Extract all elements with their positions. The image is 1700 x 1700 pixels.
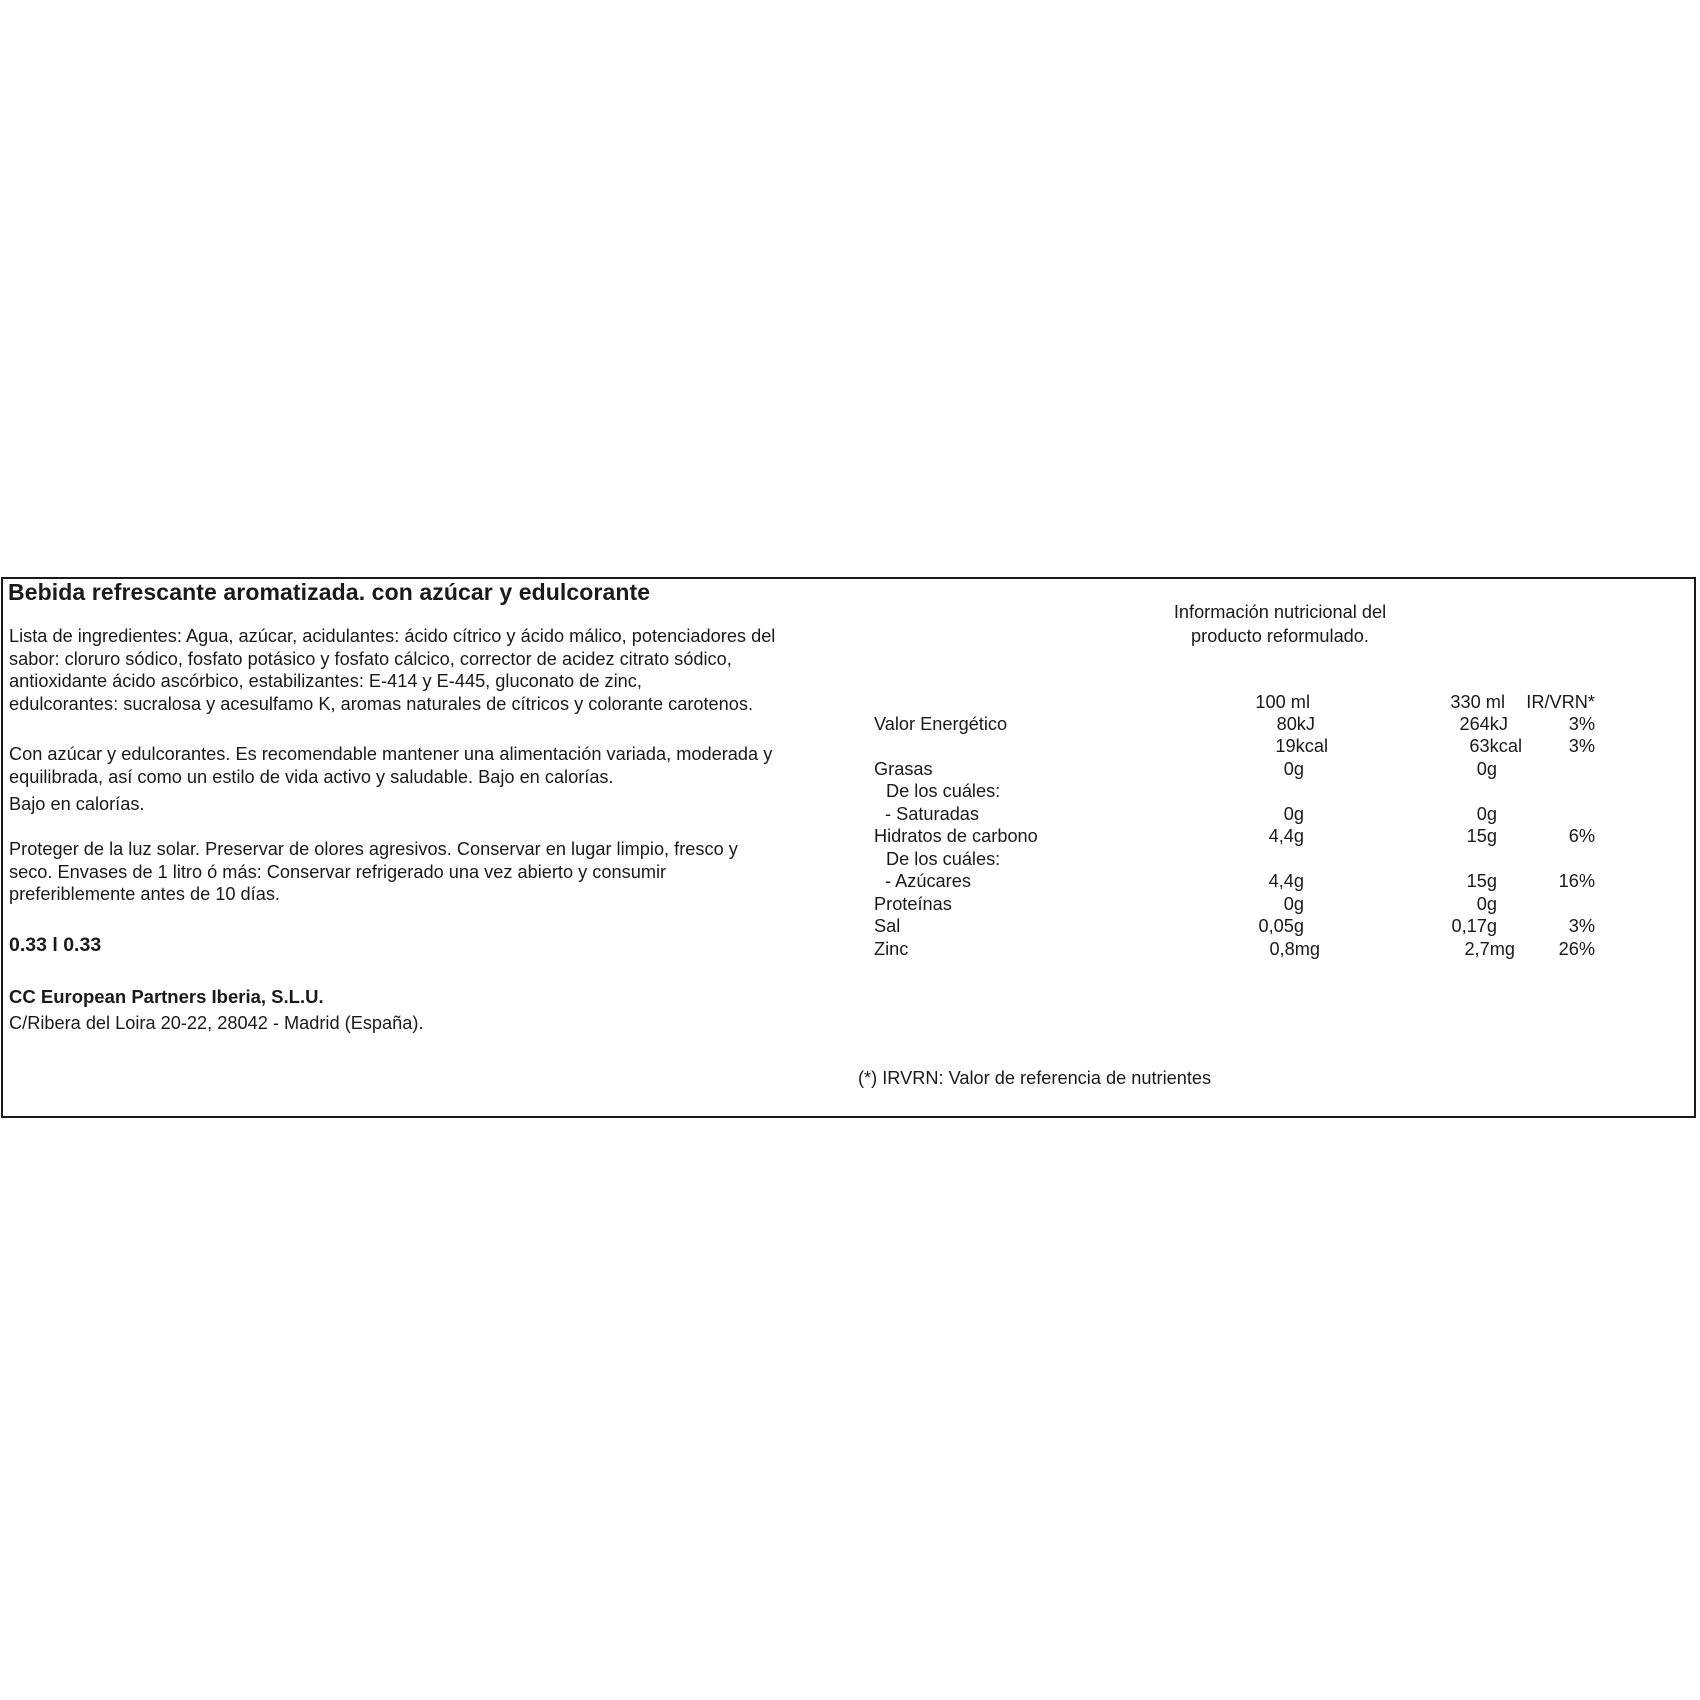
nutrient-value-ir: 3% (1568, 714, 1595, 734)
nutrient-value-ir: 16% (1558, 871, 1595, 891)
column-header-100ml: 100 ml (1255, 692, 1310, 712)
nutrient-value-ir: 6% (1568, 826, 1595, 846)
product-title: Bebida refrescante aromatizada. con azúcar y edulcorante (8, 579, 651, 605)
nutrient-label: - Azúcares (885, 871, 971, 891)
nutrient-value-330ml: 15g (1466, 826, 1497, 846)
nutrient-value-ir: 26% (1558, 939, 1595, 959)
advisory-line: Con azúcar y edulcorantes. Es recomendable mantener una alimentación variada, moderada y (9, 744, 773, 764)
nutrient-label: Proteínas (874, 894, 952, 914)
nutrient-value-100ml: 0,05g (1258, 916, 1304, 936)
nutrition-heading-line: producto reformulado. (1191, 626, 1369, 646)
nutrient-value-100ml: 0,8mg (1269, 939, 1320, 959)
nutrient-value-330ml: 264kJ (1459, 714, 1508, 734)
nutrient-value-ir: 3% (1568, 916, 1595, 936)
ingredients-line: Lista de ingredientes: Agua, azúcar, acidulantes: ácido cítrico y ácido málico, potenciadores del (9, 626, 776, 646)
column-header-ir: IR/VRN* (1526, 692, 1595, 712)
nutrient-label: Grasas (874, 759, 933, 779)
ingredients-line: sabor: cloruro sódico, fosfato potásico y fosfato cálcico, corrector de acidez citrato sódico, (9, 648, 732, 669)
ingredients-line: antioxidante ácido ascórbico, estabilizantes: E-414 y E-445, gluconato de zinc, (9, 671, 642, 691)
nutrient-value-330ml: 0,17g (1451, 916, 1497, 936)
nutrient-value-330ml: 0g (1476, 759, 1497, 779)
ingredients-line: edulcorantes: sucralosa y acesulfamo K, aromas naturales de cítricos y colorante carotenos. (9, 693, 754, 714)
company-name: CC European Partners Iberia, S.L.U. (9, 986, 324, 1007)
storage-line: Proteger de la luz solar. Preservar de olores agresivos. Conservar en lugar limpio, fresco y (9, 839, 738, 859)
nutrient-value-330ml: 15g (1466, 871, 1497, 891)
column-header-330ml: 330 ml (1450, 692, 1505, 712)
nutrient-label: Sal (874, 916, 901, 936)
nutrient-value-ir: 3% (1568, 736, 1595, 756)
storage-line: preferiblemente antes de 10 días. (9, 884, 280, 904)
nutrient-value-100ml: 80kJ (1276, 714, 1315, 734)
volume-text: 0.33 l 0.33 (9, 934, 102, 956)
nutrient-label: Zinc (874, 939, 909, 959)
nutrient-value-100ml: 4,4g (1268, 871, 1304, 891)
nutrient-sublabel: De los cuáles: (886, 781, 1001, 801)
storage-line: seco. Envases de 1 litro ó más: Conservar refrigerado una vez abierto y consumir (9, 861, 667, 882)
nutrient-value-330ml: 2,7mg (1464, 939, 1515, 959)
nutrient-label: - Saturadas (885, 804, 980, 824)
nutrient-value-330ml: 0g (1476, 804, 1497, 824)
nutrient-value-100ml: 19kcal (1275, 736, 1328, 756)
advisory-line: equilibrada, así como un estilo de vida activo y saludable. Bajo en calorías. (9, 766, 614, 787)
nutrient-value-100ml: 0g (1283, 759, 1304, 779)
nutrient-value-330ml: 63kcal (1469, 736, 1522, 756)
nutrient-value-100ml: 0g (1283, 894, 1304, 914)
nutrient-label: Hidratos de carbono (874, 826, 1038, 846)
company-address: C/Ribera del Loira 20-22, 28042 - Madrid (España). (9, 1013, 424, 1033)
nutrient-value-330ml: 0g (1476, 894, 1497, 914)
nutrient-value-100ml: 4,4g (1268, 826, 1304, 846)
nutrition-heading (1110, 600, 1450, 648)
nutrient-value-100ml: 0g (1283, 804, 1304, 824)
nutrition-heading-line: Información nutricional del (1173, 602, 1387, 622)
nutrient-label: Valor Energético (874, 714, 1008, 734)
advisory-line: Bajo en calorías. (9, 794, 145, 814)
nutrition-footnote: (*) IRVRN: Valor de referencia de nutrientes (858, 1068, 1212, 1088)
nutrient-sublabel: De los cuáles: (886, 849, 1001, 869)
